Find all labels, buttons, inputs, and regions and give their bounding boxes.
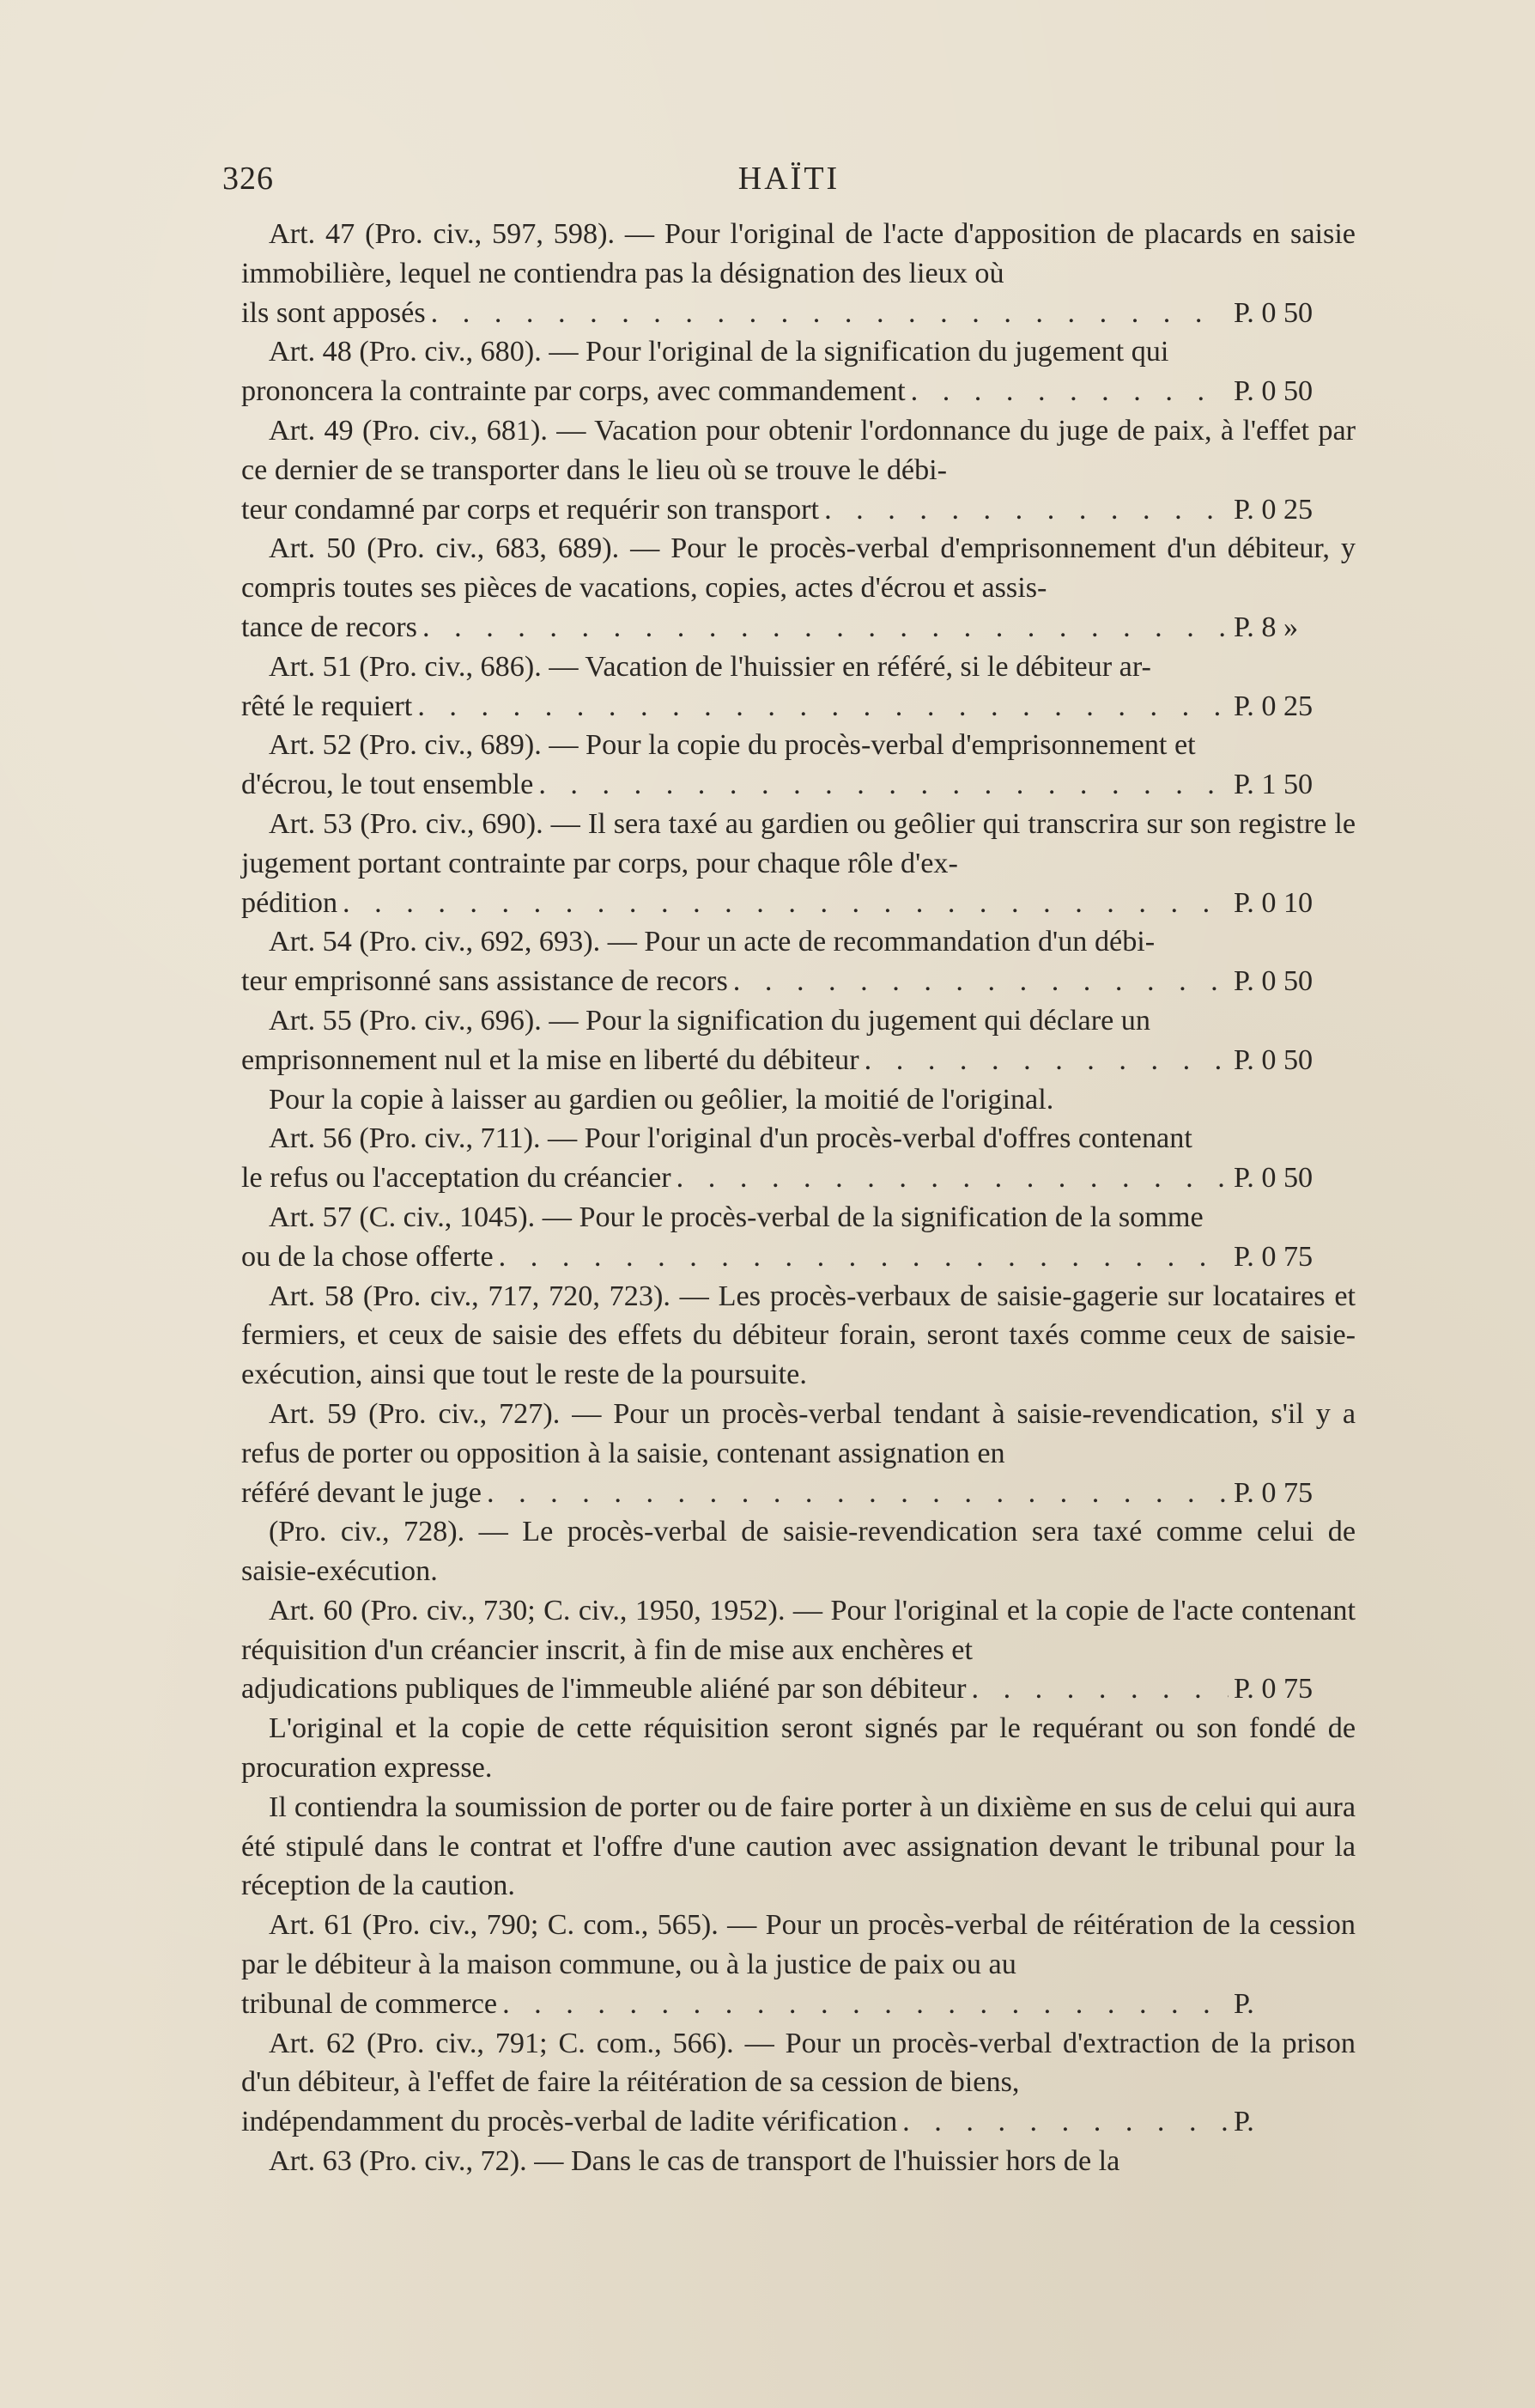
entry-price: P. 0 25 (1234, 690, 1314, 722)
entry-art-56-price-line (241, 1158, 1356, 1198)
entry-price: P. 0 50 (1234, 1043, 1314, 1076)
entry-tail: tribunal de commerce (241, 1987, 498, 2020)
dot-leader (431, 294, 1229, 333)
entry-art-50 (241, 529, 1356, 608)
entry-text: Art. 51 (Pro. civ., 686). — Vacation de l'huissier en référé, si le débiteur ar- (269, 650, 1151, 683)
entry-tail: d'écrou, le tout ensemble (241, 769, 534, 801)
entry-text: Art. 63 (Pro. civ., 72). — Dans le cas de transport de l'huissier hors de la (269, 2145, 1120, 2178)
entry-text: Art. 59 (Pro. civ., 727). — Pour un procès-verbal tendant à saisie-revendication, s'il y a refus de porter ou opposition à la saisie, contenant assignation en (241, 1397, 1356, 1469)
entry-price: P. 1 50 (1234, 769, 1314, 801)
entry-price: P. 0 75 (1234, 1240, 1314, 1273)
entry-art-62-price-line (241, 2102, 1356, 2142)
entry-tail: le refus ou l'acceptation du créancier (241, 1162, 671, 1195)
entry-price: P. 0 10 (1234, 886, 1314, 919)
entry-art-58 (241, 1277, 1356, 1395)
entry-text: Art. 57 (C. civ., 1045). — Pour le procès-verbal de la signification de la somme (269, 1201, 1204, 1233)
entry-copy-note (241, 1080, 1356, 1120)
entry-tail: tance de recors (241, 611, 417, 643)
entry-price: P. 0 75 (1234, 1476, 1314, 1509)
entry-text: Art. 55 (Pro. civ., 696). — Pour la signification du jugement qui déclare un (269, 1004, 1150, 1037)
entry-text: Art. 61 (Pro. civ., 790; C. com., 565). — Pour un procès-verbal de réitération de la cession par le débiteur à la maison commune, ou à la justice de paix ou au (241, 1909, 1356, 1981)
dot-leader (824, 490, 1229, 530)
entry-art-57 (241, 1198, 1356, 1237)
dot-leader (911, 372, 1229, 411)
entry-tail: adjudications publiques de l'immeuble aliéné par son débiteur (241, 1673, 967, 1706)
entry-art-56 (241, 1119, 1356, 1158)
entry-text: Art. 49 (Pro. civ., 681). — Vacation pour obtenir l'ordonnance du juge de paix, à l'effet par ce dernier de se transporter dans le lieu où se trouve le débi- (241, 414, 1356, 486)
entry-tail: ils sont apposés (241, 296, 426, 329)
entry-art-49-price-line (241, 490, 1356, 530)
dot-leader (676, 1158, 1229, 1198)
entry-text: Pour la copie à laisser au gardien ou geôlier, la moitié de l'original. (269, 1083, 1054, 1116)
entry-art-54-price-line (241, 962, 1356, 1001)
dot-leader (487, 1474, 1229, 1513)
entry-text: Art. 56 (Pro. civ., 711). — Pour l'original d'un procès-verbal d'offres contenant (269, 1122, 1192, 1155)
entry-price: P. 0 75 (1234, 1673, 1314, 1706)
entry-text: Art. 60 (Pro. civ., 730; C. civ., 1950, 1952). — Pour l'original et la copie de l'acte contenant réquisition d'un créancier inscrit, à fin de mise aux enchères et (241, 1594, 1356, 1666)
entry-text: Il contiendra la soumission de porter ou de faire porter à un dixième en sus de celui qui aura été stipulé dans le contrat et l'offre d'une caution avec assignation devant le tribunal pour la réception de la caution. (241, 1791, 1356, 1902)
dot-leader (417, 687, 1229, 727)
entry-art-51 (241, 648, 1356, 687)
entry-art-48 (241, 332, 1356, 372)
entry-art-59-price-line (241, 1474, 1356, 1513)
entry-price: P. 0 25 (1234, 493, 1314, 526)
entry-price: P. 0 50 (1234, 965, 1314, 998)
dot-leader (971, 1669, 1229, 1709)
entry-art-48-price-line (241, 372, 1356, 411)
entry-art-55-price-line (241, 1041, 1356, 1080)
dot-leader (538, 765, 1229, 805)
entry-art-60 (241, 1591, 1356, 1670)
entry-tail: teur condamné par corps et requérir son transport (241, 493, 820, 526)
entry-price: P. (1234, 2106, 1254, 2138)
running-title: HAÏTI (737, 161, 840, 197)
dot-leader (499, 1237, 1229, 1277)
entry-art-63 (241, 2142, 1356, 2181)
entry-art-49 (241, 411, 1356, 490)
entry-price: P. 0 50 (1234, 1162, 1314, 1195)
entry-signature-note (241, 1709, 1356, 1788)
entry-revendication-note (241, 1512, 1356, 1591)
entry-art-55 (241, 1001, 1356, 1041)
entry-submission-note (241, 1788, 1356, 1906)
entry-text: (Pro. civ., 728). — Le procès-verbal de saisie-revendication sera taxé comme celui de saisie-exécution. (241, 1516, 1356, 1588)
entry-art-53-price-line (241, 884, 1356, 923)
entry-text: Art. 62 (Pro. civ., 791; C. com., 566). — Pour un procès-verbal d'extraction de la prison d'un débiteur, à l'effet de faire la réitération de sa cession de biens, (241, 2027, 1356, 2099)
entry-text: Art. 58 (Pro. civ., 717, 720, 723). — Les procès-verbaux de saisie-gagerie sur locataires et fermiers, et ceux de saisie des effets du débiteur forain, seront taxés comme ceux de saisie-exécution, ainsi que tout le reste de la poursuite. (241, 1280, 1356, 1391)
entry-art-47-price-line (241, 294, 1356, 333)
entry-tail: pédition (241, 886, 338, 919)
entry-text: Art. 47 (Pro. civ., 597, 598). — Pour l'original de l'acte d'apposition de placards en saisie immobilière, lequel ne contiendra pas la désignation des lieux où (241, 218, 1356, 289)
entry-art-62 (241, 2024, 1356, 2103)
entry-art-52 (241, 726, 1356, 765)
entry-tail: emprisonnement nul et la mise en liberté du débiteur (241, 1043, 859, 1076)
entry-art-61 (241, 1906, 1356, 1985)
entry-art-54 (241, 922, 1356, 962)
tariff-text (241, 215, 1356, 2181)
entry-tail: teur emprisonné sans assistance de recors (241, 965, 728, 998)
entry-art-52-price-line (241, 765, 1356, 805)
entry-price: P. (1234, 1987, 1254, 2020)
entry-price: P. 0 50 (1234, 296, 1314, 329)
dot-leader (422, 608, 1229, 648)
dot-leader (902, 2102, 1229, 2142)
entry-art-50-price-line (241, 608, 1356, 648)
entry-tail: référé devant le juge (241, 1476, 482, 1509)
dot-leader (733, 962, 1229, 1001)
page-header (222, 156, 1356, 208)
entry-text: Art. 54 (Pro. civ., 692, 693). — Pour un acte de recommandation d'un débi- (269, 926, 1156, 958)
entry-price: P. 8 » (1234, 611, 1299, 643)
entry-text: Art. 53 (Pro. civ., 690). — Il sera taxé au gardien ou geôlier qui transcrira sur son registre le jugement portant contrainte par corps, pour chaque rôle d'ex- (241, 807, 1356, 879)
entry-text: Art. 50 (Pro. civ., 683, 689). — Pour le procès-verbal d'emprisonnement d'un débiteur, y compris toutes ses pièces de vacations, copies, actes d'écrou et assis- (241, 532, 1356, 605)
entry-tail: ou de la chose offerte (241, 1240, 494, 1273)
dot-leader (865, 1041, 1229, 1080)
entry-text: Art. 48 (Pro. civ., 680). — Pour l'original de la signification du jugement qui (269, 336, 1169, 368)
entry-text: Art. 52 (Pro. civ., 689). — Pour la copie du procès-verbal d'emprisonnement et (269, 729, 1196, 762)
entry-tail: prononcera la contrainte par corps, avec commandement (241, 375, 906, 408)
dot-leader (502, 1985, 1229, 2024)
entry-tail: rêté le requiert (241, 690, 413, 722)
dot-leader (343, 884, 1229, 923)
entry-art-60-price-line (241, 1669, 1356, 1709)
entry-art-47 (241, 215, 1356, 294)
entry-art-51-price-line (241, 687, 1356, 727)
entry-text: L'original et la copie de cette réquisition seront signés par le requérant ou son fondé de procuration expresse. (241, 1712, 1356, 1785)
page-number: 326 (222, 161, 274, 197)
entry-art-59 (241, 1395, 1356, 1474)
entry-price: P. 0 50 (1234, 375, 1314, 408)
entry-tail: indépendamment du procès-verbal de ladite vérification (241, 2106, 898, 2138)
entry-art-53 (241, 805, 1356, 884)
entry-art-57-price-line (241, 1237, 1356, 1277)
entry-art-61-price-line (241, 1985, 1356, 2024)
